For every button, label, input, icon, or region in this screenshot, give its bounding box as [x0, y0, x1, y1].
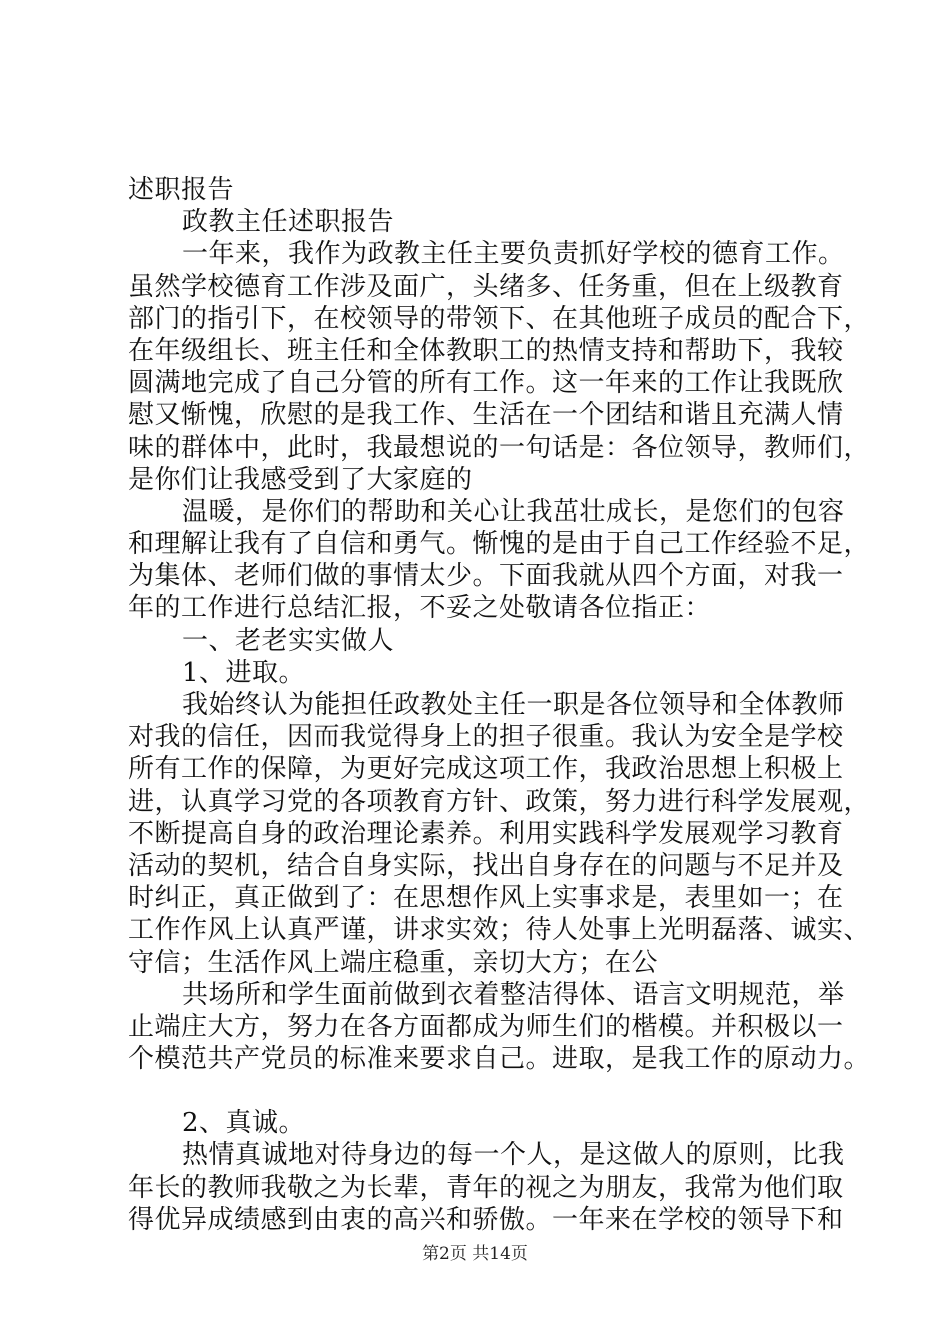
doc-line: 对我的信任，因而我觉得身上的担子很重。我认为安全是学校 [128, 722, 844, 753]
doc-line: 热情真诚地对待身边的每一个人，是这做人的原则，比我 [182, 1140, 845, 1171]
doc-line: 所有工作的保障，为更好完成这项工作，我政治思想上积极上 [128, 754, 844, 785]
doc-line: 止端庄大方，努力在各方面都成为师生们的楷模。并积极以一 [128, 1011, 844, 1042]
doc-line: 在年级组长、班主任和全体教职工的热情支持和帮助下，我较 [128, 335, 844, 366]
doc-line: 守信；生活作风上端庄稳重，亲切大方；在公 [128, 947, 659, 978]
doc-line: 部门的指引下，在校领导的带领下、在其他班子成员的配合下， [128, 303, 871, 334]
doc-line: 和理解让我有了自信和勇气。惭愧的是由于自己工作经验不足， [128, 529, 871, 560]
doc-line: 工作作风上认真严谨，讲求实效；待人处事上光明磊落、诚实、 [128, 915, 871, 946]
doc-line: 慰又惭愧，欣慰的是我工作、生活在一个团结和谐且充满人情 [128, 400, 844, 431]
doc-line: 圆满地完成了自己分管的所有工作。这一年来的工作让我既欣 [128, 368, 844, 399]
document-body [128, 174, 871, 1236]
doc-line: 述职报告 [128, 175, 235, 205]
doc-line: 2、真诚。 [182, 1108, 306, 1139]
doc-line: 是你们让我感受到了大家庭的 [128, 464, 473, 495]
doc-line: 进，认真学习党的各项教育方针、政策，努力进行科学发展观， [128, 786, 871, 817]
doc-line: 政教主任述职报告 [182, 207, 395, 238]
doc-line: 1、进取。 [182, 657, 306, 688]
doc-line: 味的群体中，此时，我最想说的一句话是：各位领导，教师们， [128, 432, 871, 463]
doc-line: 温暖，是你们的帮助和关心让我茁壮成长，是您们的包容 [182, 496, 845, 527]
paragraph-gap [128, 1075, 848, 1107]
doc-line: 一、老老实实做人 [182, 625, 395, 656]
doc-line: 个模范共产党员的标准来要求自己。进取，是我工作的原动力。 [128, 1044, 871, 1075]
doc-line: 共场所和学生面前做到衣着整洁得体、语言文明规范，举 [182, 979, 845, 1010]
doc-line: 虽然学校德育工作涉及面广，头绪多、任务重，但在上级教育 [128, 271, 844, 302]
doc-line: 得优异成绩感到由衷的高兴和骄傲。一年来在学校的领导下和 [128, 1204, 844, 1235]
doc-line: 为集体、老师们做的事情太少。下面我就从四个方面，对我一 [128, 561, 844, 592]
doc-line: 活动的契机，结合自身实际，找出自身存在的问题与不足并及 [128, 850, 844, 881]
page-number-footer: 第2页 共14页 [422, 1244, 528, 1264]
doc-line: 一年来，我作为政教主任主要负责抓好学校的德育工作。 [182, 239, 845, 270]
doc-line: 年的工作进行总结汇报，不妥之处敬请各位指正： [128, 593, 712, 624]
doc-line: 年长的教师我敬之为长辈，青年的视之为朋友，我常为他们取 [128, 1172, 844, 1203]
doc-line: 我始终认为能担任政教处主任一职是各位领导和全体教师 [182, 690, 845, 720]
doc-line: 时纠正，真正做到了：在思想作风上实事求是，表里如一；在 [128, 883, 844, 914]
doc-line: 不断提高自身的政治理论素养。利用实践科学发展观学习教育 [128, 818, 844, 849]
